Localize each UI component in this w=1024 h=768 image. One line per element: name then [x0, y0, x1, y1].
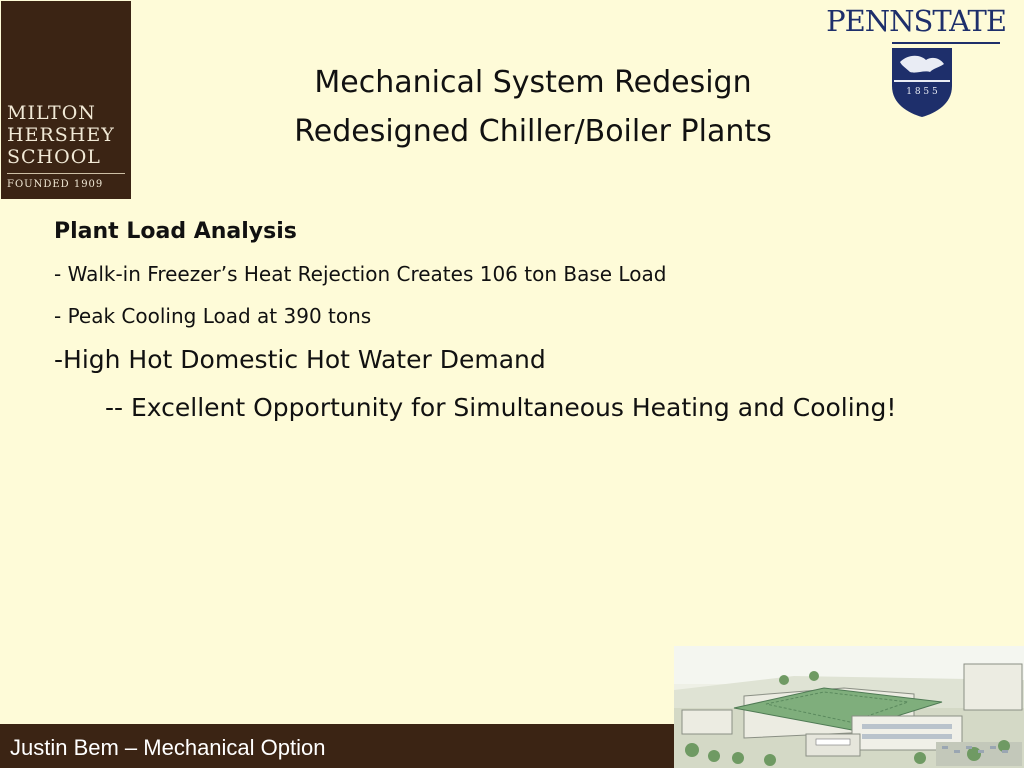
school-name-line-3: SCHOOL — [7, 146, 101, 168]
bullet-peak-cooling: - Peak Cooling Load at 390 tons — [54, 304, 372, 328]
shield-year: 1 8 5 5 — [906, 87, 938, 97]
section-heading: Plant Load Analysis — [54, 219, 297, 244]
slide-subtitle: Redesigned Chiller/Boiler Plants — [294, 114, 772, 149]
school-name-line-2: HERSHEY — [7, 124, 115, 146]
logo-divider — [7, 173, 125, 174]
wordmark-underline — [892, 42, 1000, 44]
penn-state-logo — [800, 2, 1006, 118]
penn-state-shield-icon — [890, 46, 954, 118]
school-name — [7, 102, 127, 168]
penn-state-wordmark: PENNSTATE — [826, 4, 1006, 38]
slide-title: Mechanical System Redesign — [314, 65, 752, 100]
milton-hershey-school-logo — [1, 1, 131, 199]
footer-bar — [0, 724, 674, 768]
school-founded: FOUNDED 1909 — [7, 179, 104, 190]
presenter-credit: Justin Bem – Mechanical Option — [10, 735, 326, 760]
bullet-base-load: - Walk-in Freezer’s Heat Rejection Creates 106 ton Base Load — [54, 262, 667, 286]
building-illustration — [674, 646, 1024, 768]
bullet-hot-water-demand: -High Hot Domestic Hot Water Demand — [54, 345, 546, 374]
sub-bullet-opportunity: -- Excellent Opportunity for Simultaneous Heating and Cooling! — [105, 393, 897, 422]
school-name-line-1: MILTON — [7, 102, 96, 124]
